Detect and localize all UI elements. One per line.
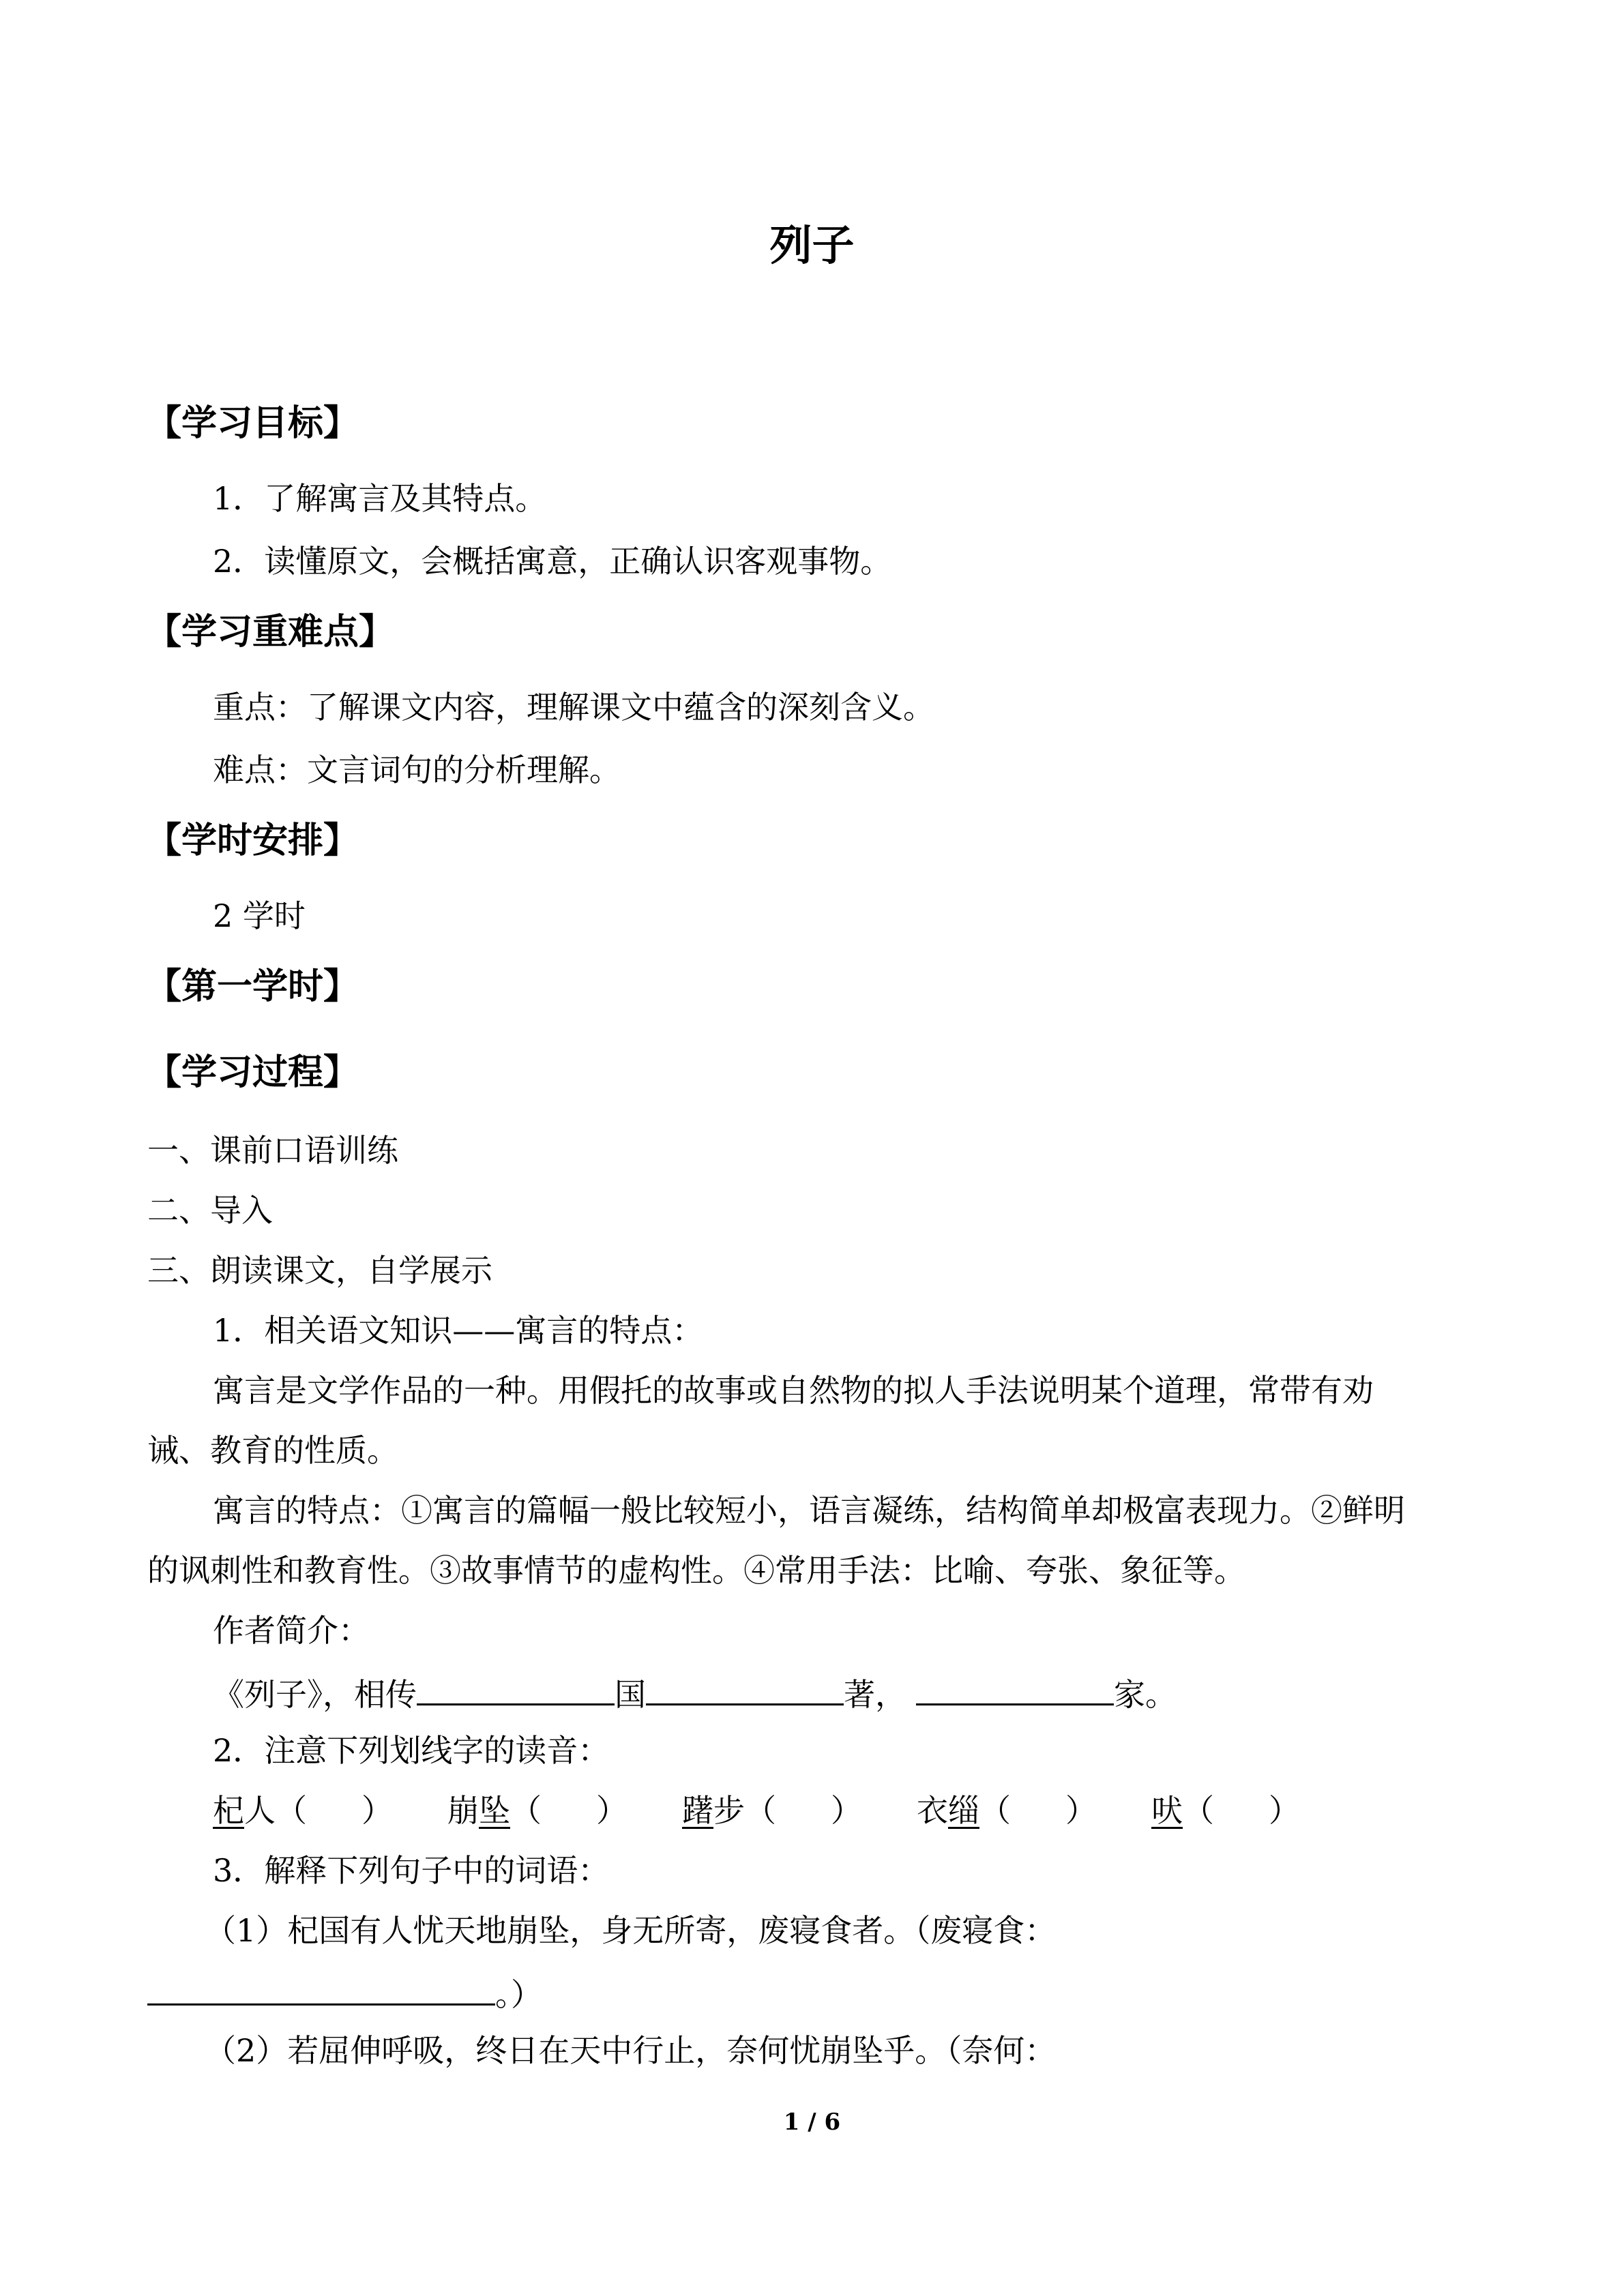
question-1-end: 。） xyxy=(495,1976,542,2013)
process-step-1: 一、课前口语训练 xyxy=(147,1132,398,1169)
goal-item-1: 1．了解寓言及其特点。 xyxy=(213,480,547,517)
section-heading-key-points: 【学习重难点】 xyxy=(146,612,395,653)
author-blank-2[interactable] xyxy=(646,1675,844,1705)
pron-item-2: 崩坠（ ） xyxy=(447,1792,628,1829)
section-heading-goals: 【学习目标】 xyxy=(146,403,359,444)
fable-definition-line-2: 诫、教育的性质。 xyxy=(147,1432,398,1469)
question-1-line-2 xyxy=(147,1975,542,2013)
question-1-line-1: （1）杞国有人忧天地崩坠，身无所寄，废寝食者。（废寝食： xyxy=(205,1912,1057,1949)
key-point-focus: 重点：了解课文内容，理解课文中蕴含的深刻含义。 xyxy=(213,689,934,726)
author-fill-part-3: 著， xyxy=(844,1676,906,1713)
author-fill-part-4: 家。 xyxy=(1114,1676,1177,1713)
question-2-line-1: （2）若屈伸呼吸，终日在天中行止，奈何忧崩坠乎。（奈何： xyxy=(205,2032,1057,2069)
fable-features-line-2: 的讽刺性和教育性。③故事情节的虚构性。④常用手法：比喻、夸张、象征等。 xyxy=(147,1552,1245,1589)
author-fill-line xyxy=(213,1675,1177,1713)
section-heading-schedule: 【学时安排】 xyxy=(146,820,359,861)
pron-item-4: 衣缁（ ） xyxy=(917,1792,1097,1829)
pronunciation-line xyxy=(213,1792,1300,1829)
process-step-3: 三、朗读课文，自学展示 xyxy=(147,1252,492,1289)
author-fill-part-1: 《列子》，相传 xyxy=(213,1676,417,1713)
explain-title: 3．解释下列句子中的词语： xyxy=(213,1852,610,1889)
author-blank-1[interactable] xyxy=(417,1675,615,1705)
section-heading-process: 【学习过程】 xyxy=(146,1052,359,1093)
section-heading-lesson1: 【第一学时】 xyxy=(146,966,359,1007)
key-point-difficulty: 难点：文言词句的分析理解。 xyxy=(213,751,621,788)
author-fill-part-2: 国 xyxy=(615,1676,646,1713)
goal-item-2: 2．读懂原文，会概括寓意，正确认识客观事物。 xyxy=(213,543,892,580)
pron-item-3: 躇步（ ） xyxy=(682,1792,862,1829)
author-title: 作者简介： xyxy=(213,1612,370,1649)
pron-item-1: 杞人（ ） xyxy=(213,1792,393,1829)
author-blank-3[interactable] xyxy=(916,1675,1114,1705)
page-number: 1 / 6 xyxy=(783,2108,841,2136)
knowledge-title: 1．相关语文知识——寓言的特点： xyxy=(213,1312,704,1349)
pronunciation-title: 2．注意下列划线字的读音： xyxy=(213,1732,610,1769)
fable-features-line-1: 寓言的特点：①寓言的篇幅一般比较短小，语言凝练，结构简单却极富表现力。②鲜明 xyxy=(213,1492,1405,1529)
question-1-blank[interactable] xyxy=(147,1975,495,2006)
fable-definition-line-1: 寓言是文学作品的一种。用假托的故事或自然物的拟人手法说明某个道理，常带有劝 xyxy=(213,1372,1374,1409)
page-title: 列子 xyxy=(769,220,855,270)
process-step-2: 二、导入 xyxy=(147,1192,273,1229)
schedule-text: 2 学时 xyxy=(213,897,306,934)
pron-item-5: 吠（ ） xyxy=(1151,1792,1300,1829)
